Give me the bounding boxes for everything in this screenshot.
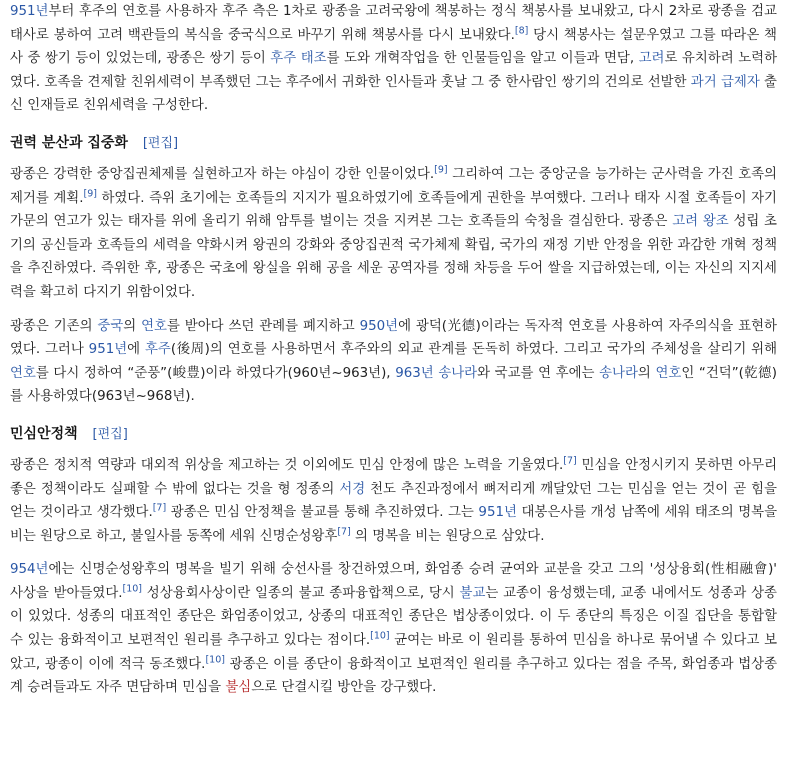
citation-link[interactable]: [8]	[514, 25, 529, 37]
wiki-link[interactable]: 연호	[655, 365, 682, 381]
section-heading-power	[10, 131, 777, 156]
text-run: 와 국교를 연 후에는	[477, 365, 600, 381]
text-run: (後周)의 연호를 사용하면서 후주와의 외교 관계를 돈독히 하였다. 그리고 국가의 주체성을 살리기 위해	[170, 342, 778, 358]
text-run: 에	[127, 342, 145, 358]
wiki-link[interactable]: 연호	[141, 318, 167, 334]
citation-link[interactable]: [7]	[563, 455, 577, 467]
wiki-link[interactable]: 서경	[339, 481, 366, 497]
citation	[370, 631, 390, 642]
citation-link[interactable]: [9]	[434, 164, 448, 176]
text-run: 의	[123, 318, 142, 334]
section-title: 민심안정책	[10, 425, 78, 442]
citation	[563, 455, 576, 466]
edit-section-link[interactable]: [편집]	[92, 426, 128, 442]
citation-link[interactable]: [10]	[122, 583, 143, 595]
citation-link[interactable]: [9]	[83, 188, 97, 200]
text-run: 출신 인재들로 친위세력을 구성한다.	[10, 74, 777, 114]
text-run: 광종은 이를 종단이 융화적이고 보편적인 원리를 추구하고 있다는 점을 주목, 화엄종과 법상종계 승려들과도 자주 면담하며 민심을	[10, 656, 778, 696]
citation-link[interactable]: [7]	[337, 526, 351, 538]
wiki-link[interactable]: 왕조	[702, 214, 729, 230]
section-heading-stability	[10, 422, 777, 447]
wiki-link[interactable]: 송나라	[599, 365, 638, 381]
wiki-link[interactable]: 954년	[10, 562, 49, 578]
paragraph	[10, 163, 777, 305]
text-run: 는 교종이 융성했는데, 교종 내에서도 성종과 상종이 있었다. 성종의 대표적인 종단은 화엄종이었고, 상종의 대표적인 종단은 법상종이었다. 이 두 종단의 특징은 이질 집단을 통합할 수 있는 융화적이고 보편적인 원리를 추구하고 있다는 점이다.	[10, 585, 777, 649]
text-run: 광종은 강력한 중앙집권체제를 실현하고자 하는 야심이 강한 인물이었다.	[10, 166, 435, 182]
text-run: 인 “건덕”(乾德)를 사용하였다(963년~968년).	[10, 365, 777, 405]
text-run: 를 다시 정하여 “준풍”(峻豊)이라 하였다가(960년~963년),	[35, 365, 396, 381]
wiki-link[interactable]: 과거 급제자	[690, 74, 760, 90]
citation	[205, 654, 225, 665]
text-run: 당시 책봉사는 설문우였고 그를 따라온 책사 중 쌍기 등이 있었는데, 광종은 쌍기 등이	[10, 27, 777, 67]
text-run: 의 명복을 비는 원당으로 삼았다.	[350, 528, 545, 544]
citation	[123, 583, 143, 594]
text-run: 에는 신명순성왕후의 명복을 빌기 위해 숭선사를 창건하였으며, 화엄종 승려 균여와 교분을 갖고 그의 '성상융회(性相融會)' 사상을 받아들였다.	[10, 562, 777, 601]
text-run: 광종은 기존의	[10, 318, 98, 334]
text-run: 천도 추진과정에서 뼈저리게 깨달았던 그는 민심을 얻는 것이 곧 힘을 얻는 것이라고 생각했다.	[10, 481, 777, 521]
citation	[434, 165, 447, 176]
wiki-link[interactable]: 불교	[459, 585, 486, 601]
citation	[515, 25, 528, 36]
paragraph	[10, 0, 777, 118]
text-run: 를 받아다 쓰던 관례를 폐지하고	[166, 318, 360, 334]
wiki-link[interactable]: 중국	[97, 318, 124, 334]
text-run: 로 유치하려 노력하였다. 호족을 견제할 친위세력이 부족했던 그는 후주에서 귀화한 인사들과 훗날 그 중 한사람인 쌍기의 건의로 선발한	[10, 51, 777, 90]
citation	[153, 503, 166, 514]
text-run: 광종은 정치적 역량과 대외적 위상을 제고하는 것 이외에도 민심 안정에 많은 노력을 기울였다.	[10, 457, 564, 473]
citation-link[interactable]: [10]	[370, 630, 390, 642]
wiki-link[interactable]: 후주	[270, 51, 297, 67]
text-run: 균여는 바로 이 원리를 통하여 민심을 하나로 묶어낼 수 있다고 보았고, 광종이 이에 적극 동조했다.	[10, 633, 777, 672]
citation-link[interactable]: [7]	[152, 502, 167, 514]
text-run: 에 광덕(光德)이라는 독자적 연호를 사용하여 자주의식을 표현하였다. 그러나	[10, 318, 777, 358]
text-run: 광종은 민심 안정책을 불교를 통해 추진하였다. 그는	[166, 505, 479, 521]
wiki-link[interactable]: 송나라	[438, 365, 478, 381]
missing-article-link[interactable]: 불심	[225, 680, 252, 696]
text-run: 대봉은사를 개성 남쪽에 세워 태조의 명복을 비는 원당으로 하고, 불일사를 동쪽에 세워 신명순성왕후	[10, 505, 778, 544]
text-run: 민심을 안정시키지 못하면 아무리 좋은 정책이라도 실패할 수 밖에 없다는 것을 형 정종의	[10, 457, 778, 497]
text-run: 으로 단결시킬 방안을 강구했다.	[251, 680, 437, 696]
text-run: 그리하여 그는 중앙군을 능가하는 군사력을 가진 호족의 제거를 계획.	[10, 166, 777, 206]
wiki-link[interactable]: 951년	[88, 342, 128, 358]
wiki-link[interactable]: 951년	[10, 4, 49, 19]
wiki-link[interactable]: 후주	[144, 342, 171, 358]
text-run: 성상융회사상이란 일종의 불교 종파융합책으로, 당시	[142, 585, 460, 601]
citation-link[interactable]: [10]	[205, 654, 225, 666]
section-title: 권력 분산과 집중화	[10, 134, 128, 151]
wiki-link[interactable]: 고려	[672, 214, 699, 230]
paragraph	[10, 315, 777, 409]
text-run: 하였다. 즉위 초기에는 호족들의 지지가 필요하였기에 호족들에게 권한을 부여했다. 그러나 태자 시절 호족들이 자기 가문의 연고가 있는 태자를 위에 올리기 위해 암투를 벌이는 것을 지켜본 그는 호족들의 숙청을 결심한다. 광종은	[10, 190, 777, 230]
wiki-link[interactable]: 963년	[395, 365, 434, 381]
text-run: 를 도와 개혁작업을 한 인물들임을 알고 이들과 면담,	[326, 51, 639, 67]
wiki-link[interactable]: 태조	[300, 51, 327, 67]
text-run: 부터 후주의 연호를 사용하자 후주 측은 1차로 광종을 고려국왕에 책봉하는 정식 책봉사를 보내왔고, 다시 2차로 광종을 검교태사로 봉하여 고려 백관들의 복식을 중국식으로 바꾸기 위해 책봉사를 다시 보내왔다.	[10, 4, 777, 43]
wiki-link[interactable]: 연호	[10, 365, 36, 381]
citation	[337, 526, 350, 537]
wiki-link[interactable]: 951년	[478, 505, 517, 521]
paragraph	[10, 454, 777, 548]
text-run: 성립 초기의 공신들과 호족들의 세력을 약화시켜 왕권의 강화와 중앙집권적 국가체제 확립, 국가의 재정 기반 안정을 위한 과감한 개혁 정책을 추진하였다. 즉위한 후, 광종은 국초에 왕실을 위해 공을 세운 공역자를 정해 차등을 두어 쌀을 지급하였는데, 이는 자신의 지지세력을 확고히 다지기 위함이었다.	[10, 214, 777, 300]
edit-section-link[interactable]: [편집]	[142, 135, 179, 151]
paragraph	[10, 558, 777, 700]
text-run: 의	[637, 365, 656, 381]
wiki-link[interactable]: 고려	[638, 51, 665, 67]
wiki-link[interactable]: 950년	[359, 318, 399, 334]
citation	[83, 188, 96, 199]
